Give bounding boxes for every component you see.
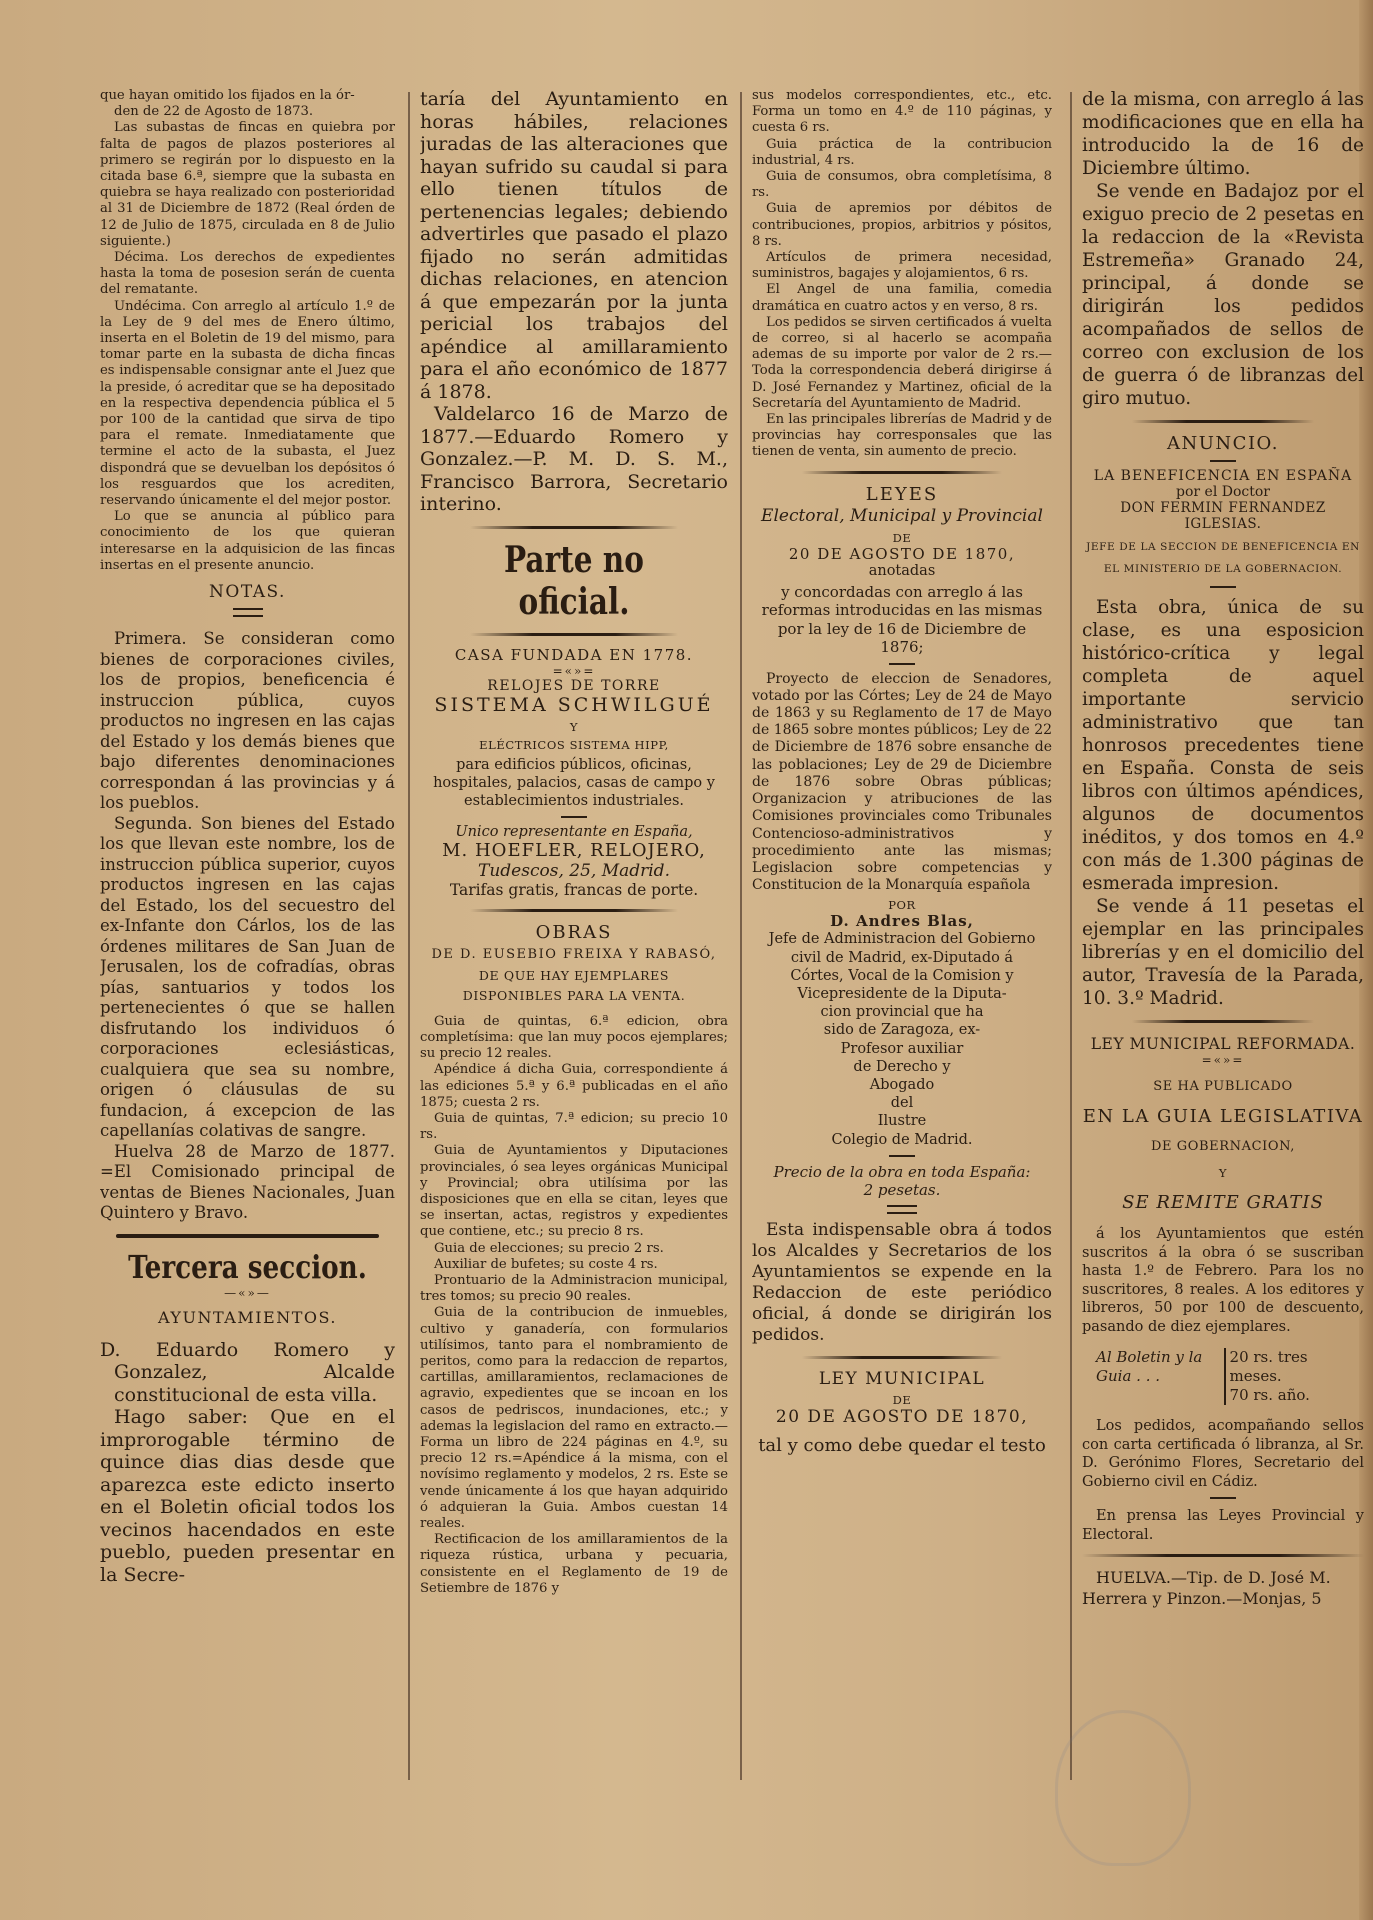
tal-como: tal y como debe quedar el testo <box>758 1434 1046 1456</box>
ejemplares-disponibles: DE QUE HAY EJEMPLARES DISPONIBLES PARA LA VENTA. <box>462 967 686 1003</box>
text-line: sido de Zaragoza, ex- <box>823 1022 981 1039</box>
text-line: de Derecho y <box>853 1058 951 1075</box>
paragraph-vende: Se vende á 11 pesetas el ejemplar en las principales librerías y en el domicilio del autor, Travesía de la Parada, 10. 3.º Madrid. <box>1082 896 1364 1009</box>
paragraph-valdelarco: Valdelarco 16 de Marzo de 1877.—Eduardo Romero y Gonzalez.—P. M. D. S. M., Francisco Barrora, Secretario interino. <box>420 403 728 515</box>
divider <box>889 663 915 665</box>
divider <box>1210 460 1236 462</box>
text-line: Abogado <box>869 1076 935 1093</box>
notas-heading: NOTAS. <box>209 582 286 603</box>
paragraph-auxiliar: Auxiliar de bufetes; su coste 4 rs. <box>434 1256 658 1272</box>
rule <box>1132 1020 1314 1023</box>
paragraph-elecciones: Guia de elecciones; su precio 2 rs. <box>434 1240 664 1256</box>
y-conjunction: Y <box>1218 1166 1228 1180</box>
paragraph-continuacion: taría del Ayuntamiento en horas hábiles, relaciones juradas de las alteraciones que hayan sufrido su caudal si para ello tienen títulos de pertenencias legales; debiendo advertirles que pasado el plazo fijado no serán admitidas dichas relaciones, en atencion á que empezarán por la junta pericial los trabajos del apéndice al amillaramiento para el año económico de 1877 á 1878. <box>420 88 728 403</box>
electoral-municipal-provincial: Electoral, Municipal y Provincial <box>761 505 1043 526</box>
anotadas: anotadas <box>868 562 936 579</box>
paragraph-badajoz: Se vende en Badajoz por el exiguo precio de 2 pesetas en la redaccion de la «Revista Estremeña» Granado 24, principal, á donde se dirigirán los pedidos acompañados de sellos de correo con exclusion de los de guerra ó de libranzas del giro mutuo. <box>1082 181 1364 409</box>
rule <box>1082 1554 1364 1557</box>
de-label: DE <box>892 530 912 545</box>
casa-fundada: CASA FUNDADA EN 1778. <box>454 645 694 664</box>
ornament: =«»= <box>552 663 596 678</box>
paragraph-continuacion: de la misma, con arreglo á las modificaciones que en ella ha introducido la de 16 de Diciembre último. <box>1082 89 1364 179</box>
fermin-fernandez: DON FERMIN FERNANDEZ IGLESIAS. <box>1120 500 1326 532</box>
text-line: Jefe de Administracion del Gobierno <box>768 931 1036 948</box>
paragraph-prontuario: Prontuario de la Administracion municipal, tres tomos; su precio 90 reales. <box>420 1272 728 1305</box>
tarifas: Tarifas gratis, francas de porte. <box>449 880 699 899</box>
relojes-de-torre: RELOJES DE TORRE <box>487 677 661 694</box>
se-remite-gratis: SE REMITE GRATIS <box>1122 1192 1324 1213</box>
precio-obra: Precio de la obra en toda España: <box>773 1162 1031 1181</box>
obras-heading: OBRAS <box>535 921 613 943</box>
anuncio-heading: ANUNCIO. <box>1167 433 1279 454</box>
section-rule <box>116 1234 379 1238</box>
autor-andres-blas: D. Andres Blas, <box>830 912 974 931</box>
paragraph-ayuntamientos: á los Ayuntamientos que estén suscritos á la obra ó se suscriban hasta 1.º de Febrero. Para los no suscritores, 8 reales. A los editores y libreros, 50 por 100 de descuento, pasando de diez ejemplares. <box>1082 1226 1364 1335</box>
paragraph-angel: El Angel de una familia, comedia dramática en cuatro actos y en verso, 8 rs. <box>752 282 1052 314</box>
tercera-seccion-heading: Tercera seccion. <box>128 1247 367 1286</box>
rule <box>470 633 678 636</box>
rule <box>470 526 678 529</box>
paragraph-articulos: Artículos de primera necesidad, suministros, bagajes y alojamientos, 6 rs. <box>752 250 1052 282</box>
leyes-heading: LEYES <box>865 483 939 505</box>
paragraph-anuncia: Lo que se anuncia al público para conocimiento de los que quieran interesarse en la adquisicion de las fincas insertas en el presente anuncio. <box>100 509 395 573</box>
rule <box>470 909 678 912</box>
text-line: del <box>890 1095 914 1112</box>
rule <box>802 1356 1002 1359</box>
column-1 <box>100 88 395 1890</box>
paragraph-indispensable: Esta indispensable obra á todos los Alcaldes y Secretarios de los Ayuntamientos se expende en la Redaccion de este periódico oficial, á donde se dirigirán los pedidos. <box>752 1219 1052 1345</box>
paragraph-undecima: Undécima. Con arreglo al artículo 1.º de la Ley de 9 del mes de Enero último, inserta en el Boletin de 19 del mismo, para tomar parte en la subasta de dicha fincas es indispensable consignar ante el Juez que la preside, ó acreditar que se ha depositado en la respectiva dependencia pública el 5 por 100 de la cantidad que sirva de tipo para el remate. Inmediatamente que termine el acto de la subasta, el Juez dispondrá que se devuelban los depósitos ó los resguardos que los acrediten, reservando únicamente el del mejor postor. <box>100 298 395 509</box>
paragraph-rectificacion: Rectificacion de los amillaramientos de la riqueza rústica, urbana y pecuaria, consistente en el Reglamento de 19 de Setiembre de 1876 y <box>420 1532 728 1596</box>
por-label: POR <box>888 898 916 913</box>
autor-cargos <box>752 930 1052 1148</box>
text-line: den de 22 de Agosto de 1873. <box>114 104 314 120</box>
beneficencia-title: LA BENEFICENCIA EN ESPAÑA <box>1093 468 1353 484</box>
divider <box>889 1155 915 1157</box>
electricos: ELÉCTRICOS SISTEMA HIPP, <box>479 737 669 752</box>
paragraph-librerias: En las principales librerías de Madrid y de provincias hay corresponsales que las tienen de venta, sin aumento de precio. <box>752 412 1052 460</box>
jefe-seccion: JEFE DE LA SECCION DE BENEFICENCIA EN EL MINISTERIO DE LA GOBERNACION. <box>1086 541 1360 575</box>
paragraph-subastas: Las subastas de fincas en quiebra por falta de pagos de plazos posteriores al primero se regirán por lo dispuesto en la citada base 6.ª, siempre que la subasta en quiebra se haya realizado con posterioridad al 31 de Diciembre de 1872 (Real órden de 12 de Julio de 1875, circulada en 8 de Julio siguiente.) <box>100 120 395 249</box>
ley-municipal-heading: LEY MUNICIPAL <box>818 1368 986 1389</box>
se-ha-publicado: SE HA PUBLICADO <box>1153 1079 1293 1094</box>
ornament: =«»= <box>1201 1053 1245 1067</box>
divider <box>561 816 587 818</box>
paragraph-pedidos: Los pedidos, acompañando sellos con carta certificada ó libranza, al Sr. D. Gerónimo Flores, Secretario del Gobierno civil en Cádiz. <box>1082 1418 1364 1490</box>
text-line: civil de Madrid, ex-Diputado á <box>790 949 1014 966</box>
paragraph-huelva: Huelva 28 de Marzo de 1877. =El Comisionado principal de ventas de Bienes Nacionales, Juan Quintero y Bravo. <box>100 1141 395 1223</box>
para-edificios: para edificios públicos, oficinas, hospitales, palacios, casas de campo y establecimientos industriales. <box>433 756 715 809</box>
paragraph-apendice: Apéndice á dicha Guia, correspondiente á las ediciones 5.ª y 6.ª publicadas en el año 1875; cuesta 2 rs. <box>420 1062 728 1110</box>
fecha-ley-municipal: 20 DE AGOSTO DE 1870, <box>775 1406 1029 1427</box>
column-rule <box>408 92 410 1780</box>
ley-reformada-heading: LEY MUNICIPAL REFORMADA. <box>1090 1035 1356 1053</box>
column-rule <box>1070 92 1072 1780</box>
column-4 <box>1082 88 1364 1890</box>
eusebio-freixa: DE D. EUSEBIO FREIXA Y RABASÓ, <box>431 946 717 962</box>
concordadas: y concordadas con arreglo á las reformas introducidas en las mismas por la ley de 16 de Diciembre de 1876; <box>761 582 1043 657</box>
precio-tres-meses: 20 rs. tres meses. <box>1229 1348 1308 1385</box>
text-line: Colegio de Madrid. <box>831 1131 973 1148</box>
unico-representante: Unico representante en España, <box>455 823 693 840</box>
y-conjunction: Y <box>569 719 579 734</box>
precio-pesetas: 2 pesetas. <box>863 1180 941 1199</box>
text-line: que hayan omitido los fijados en la ór- <box>100 88 355 103</box>
text-line: Vicepresidente de la Diputa- <box>797 985 1007 1002</box>
rule <box>1132 420 1314 423</box>
paragraph-pedidos: Los pedidos se sirven certificados á vuelta de correo, si al hacerlo se acompaña ademas de su importe por valor de 2 rs.—Toda la correspondencia deberá dirigirse á D. José Fernandez y Martinez, oficial de la Secretaría del Ayuntamiento de Madrid. <box>752 314 1052 411</box>
paragraph-prensa: En prensa las Leyes Provincial y Electoral. <box>1082 1508 1364 1543</box>
divider <box>233 608 263 617</box>
divider <box>1210 586 1236 588</box>
paragraph-guia-quintas: Guia de quintas, 6.ª edicion, obra completísima: que lan muy pocos ejemplares; su precio 12 reales. <box>420 1013 728 1062</box>
paragraph-decima: Décima. Los derechos de expedientes hasta la toma de posesion serán de cuenta del rematante. <box>100 250 395 298</box>
ayuntamientos-heading: AYUNTAMIENTOS. <box>158 1307 337 1327</box>
paragraph-continuacion: sus modelos correspondientes, etc., etc. Forma un tomo en 4.º de 110 páginas, y cuesta 6 rs. <box>752 88 1052 136</box>
paragraph-guia-quintas-7: Guia de quintas, 7.ª edicion; su precio 10 rs. <box>420 1110 728 1143</box>
paragraph-segunda: Segunda. Son bienes del Estado los que llevan este nombre, los de instruccion pública superior, cuyos productos ingresen en las cajas del Estado, los del secuestro del ex-Infante don Cárlos, los de las órdenes militares de San Juan de Jerusalen, los de cofradías, obras pías, santuarios y todos los pertenecientes ó que se hallen disfrutando los individuos ó corporaciones eclesiásticas, cualquiera que sea su nombre, origen ó cláusulas de su fundacion, á excepcion de las capellanías colativas de sangre. <box>100 813 395 1141</box>
paragraph-proyecto: Proyecto de eleccion de Senadores, votado por las Córtes; Ley de 24 de Mayo de 1863 y su Reglamento de 17 de Mayo de 1865 sobre montes públicos; Ley de 22 de Diciembre de 1876 sobre ensanche de las poblaciones; Ley de 29 de Diciembre de 1876 sobre Obras públicas; Organizacion y atribuciones de las Comisiones provinciales como Tribunales Contencioso-administrativos y procedimiento ante las mismas; Legislacion sobre competencias y Constitucion de la Monarquía española <box>752 670 1052 894</box>
sistema-schwilgue: SISTEMA SCHWILGUÉ <box>434 693 714 716</box>
divider <box>887 1205 917 1214</box>
tudescos-address: Tudescos, 25, Madrid. <box>478 860 670 881</box>
column-3 <box>752 88 1052 1890</box>
paragraph-obra: Esta obra, única de su clase, es una esposicion histórico-crítica y legal completa de aquel importante servicio administrativo que tan honrosos precedentes tiene en España. Consta de seis libros con últimos apéndices, algunos de documentos inéditos, y dos tomos en 4.º con más de 1.300 páginas de esmerada impresion. <box>1082 597 1364 894</box>
boletin-label: Al Boletin y la <box>1096 1348 1203 1366</box>
por-el-doctor: por el Doctor <box>1176 484 1270 500</box>
column-2 <box>420 88 728 1890</box>
imprenta: HUELVA.—Tip. de D. José M. Herrera y Pinzon.—Monjas, 5 <box>1082 1568 1331 1608</box>
divider <box>1210 1497 1236 1499</box>
paragraph-apremios: Guia de apremios por débitos de contribuciones, propios, arbitrios y pósitos, 8 rs. <box>752 201 1052 249</box>
text-line: Profesor auxiliar <box>840 1040 964 1057</box>
paragraph-contribucion: Guia de la contribucion de inmuebles, cultivo y ganadería, con formularios utilísimos, tanto para el nombramiento de peritos, como para la redaccion de repartos, cartillas, amillaramientos, reclamaciones de agravio, expedientes que se incoan en los casos de pedriscos, inundaciones, etc.; y ademas la legislacion del ramo en extracto.—Forma un libro de 224 páginas en 4.º, su precio 12 rs.=Apéndice á la misma, con el novísimo reglamento y modelos, 2 rs. Este se vende únicamente á los que hayan adquirido ó adquieran la Guia. Ambos cuestan 14 reales. <box>420 1305 728 1531</box>
paragraph-primera: Primera. Se consideran como bienes de corporaciones civiles, los de propios, beneficencia é instruccion pública, cuyos productos no ingresen en las cajas del Estado y los demás bienes que bajo diferentes denominaciones correspondan á las provincias y á los pueblos. <box>100 629 395 813</box>
de-label: DE <box>892 1392 912 1407</box>
precio-ano: 70 rs. año. <box>1229 1386 1310 1404</box>
precio-suscripcion <box>1082 1348 1364 1405</box>
paragraph-guia-ayuntamientos: Guia de Ayuntamientos y Diputaciones provinciales, ó sea leyes orgánicas Municipal y Provincial; obra utilísima por las disposiciones que en ella se citan, leyes que se insertan, actas, registros y expedientes que contiene, etc.; su precio 8 rs. <box>420 1143 728 1240</box>
fecha-ley: 20 DE AGOSTO DE 1870, <box>788 544 1016 563</box>
paragraph-eduardo: D. Eduardo Romero y Gonzalez, Alcalde constitucional de esta villa. <box>100 1338 395 1406</box>
text-line: Ilustre <box>877 1113 927 1130</box>
guia-label: Guia . . . <box>1096 1367 1160 1385</box>
ornament: —«»— <box>224 1285 271 1300</box>
parte-no-oficial-heading: Parte no oficial. <box>504 538 644 623</box>
de-gobernacion: DE GOBERNACION, <box>1150 1139 1296 1154</box>
text-line: cion provincial que ha <box>820 1004 984 1021</box>
paragraph-consumos: Guia de consumos, obra completísima, 8 rs. <box>752 169 1052 201</box>
hoefler-relojero: M. HOEFLER, RELOJERO, <box>442 839 706 861</box>
paragraph-hago: Hago saber: Que en el improrogable término de quince dias dias desde que aparezca este edicto inserto en el Boletin oficial todos los vecinos hacendados en este pueblo, pueden presentar en la Secre- <box>100 1406 395 1586</box>
rule <box>802 471 1002 474</box>
paragraph-industrial: Guia práctica de la contribucion industrial, 4 rs. <box>752 136 1052 168</box>
column-rule <box>740 92 742 1780</box>
guia-legislativa: EN LA GUIA LEGISLATIVA <box>1082 1106 1364 1127</box>
text-line: Córtes, Vocal de la Comision y <box>790 967 1014 984</box>
